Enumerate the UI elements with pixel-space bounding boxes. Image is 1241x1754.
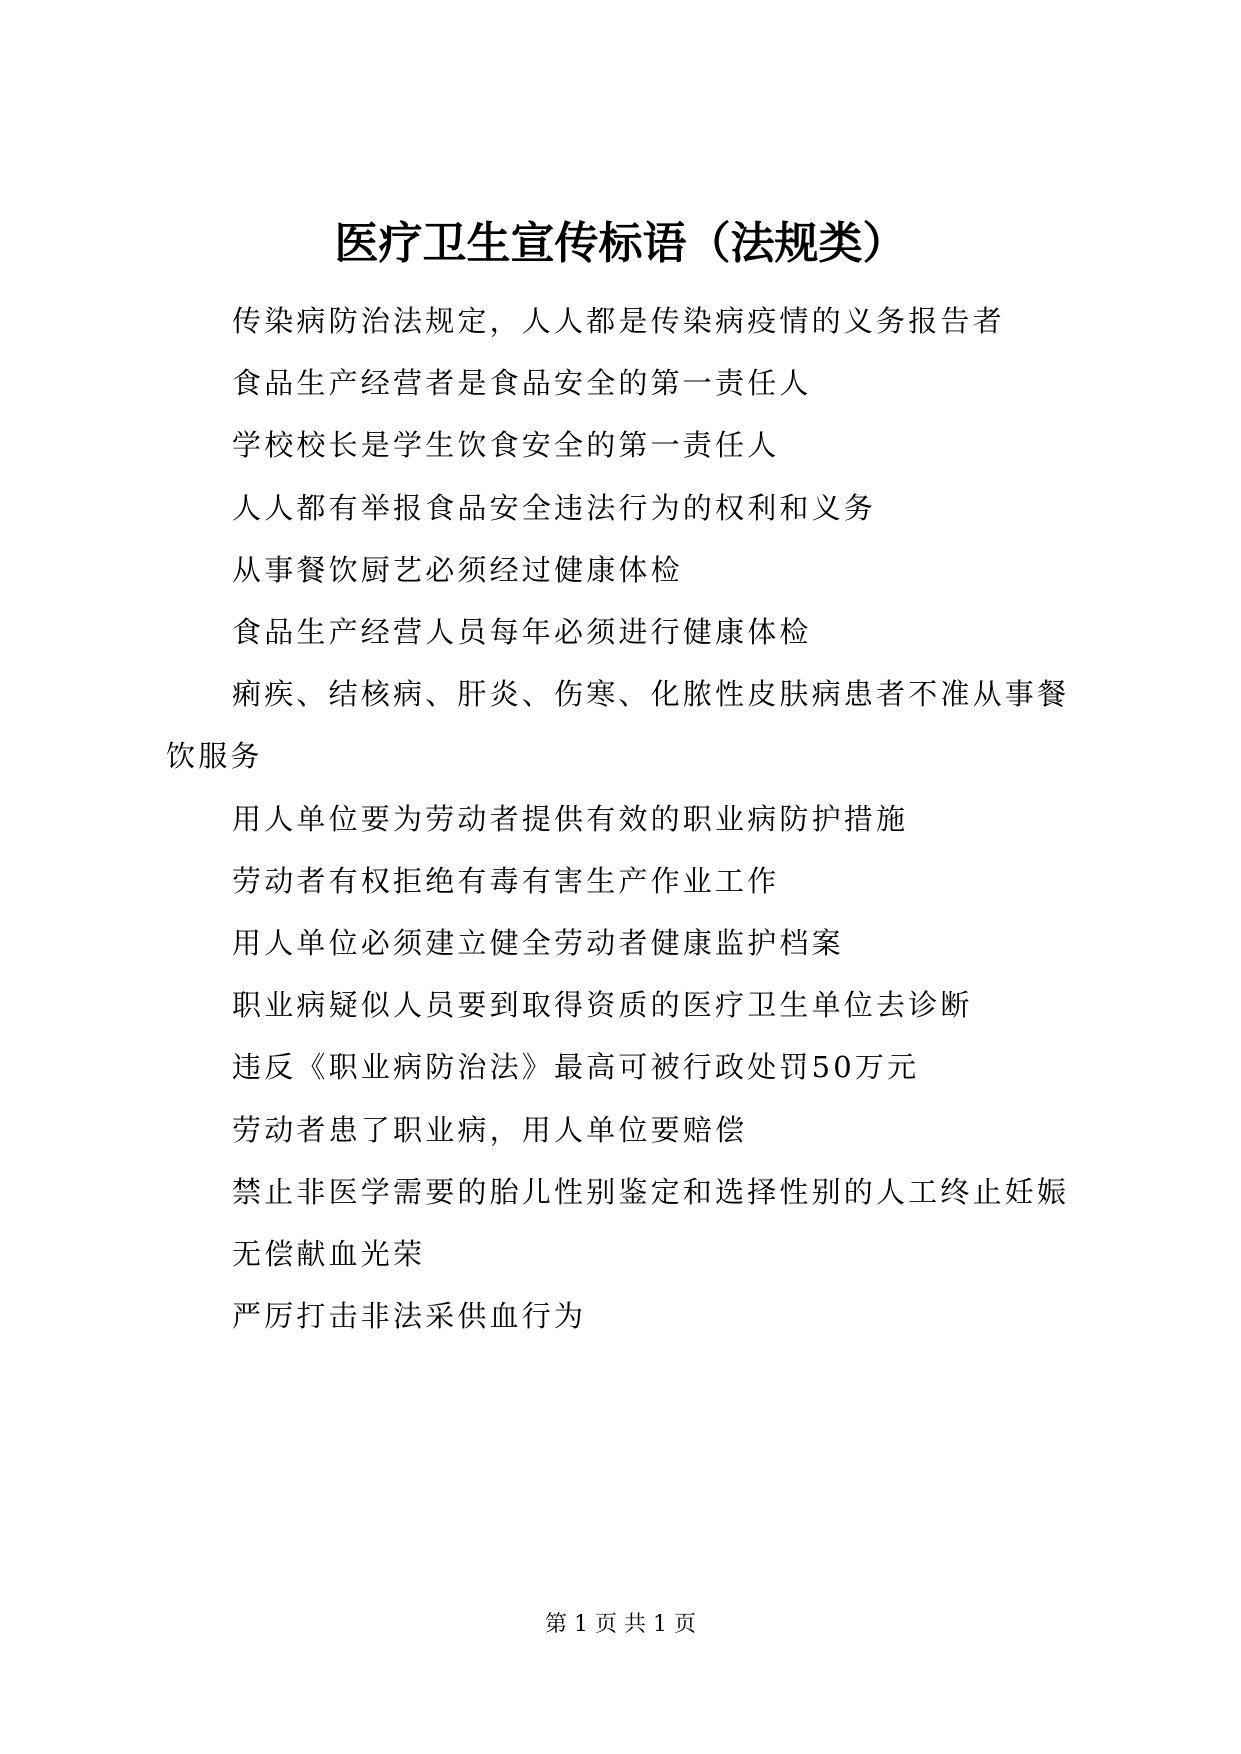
paragraph-7: 痢疾、结核病、肝炎、伤寒、化脓性皮肤病患者不准从事餐饮服务 [166,677,1070,774]
paragraph-10: 用人单位必须建立健全劳动者健康监护档案 [232,926,844,961]
paragraph-2: 食品生产经营者是食品安全的第一责任人 [232,366,812,401]
paragraph-1: 传染病防治法规定，人人都是传染病疫情的义务报告者 [232,304,1005,338]
document-body [166,290,1086,1347]
page-title: 医疗卫生宣传标语（法规类） [334,218,907,269]
paragraph-15: 无偿献血光荣 [232,1237,426,1272]
paragraph-14: 禁止非医学需要的胎儿性别鉴定和选择性别的人工终止妊娠 [232,1174,1070,1209]
page-number-footer: 第 1 页 共 1 页 [545,1612,696,1637]
paragraph-4: 人人都有举报食品安全违法行为的权利和义务 [232,490,877,525]
paragraph-3: 学校校长是学生饮食安全的第一责任人 [232,428,780,463]
paragraph-11: 职业病疑似人员要到取得资质的医疗卫生单位去诊断 [232,988,973,1023]
paragraph-5: 从事餐饮厨艺必须经过健康体检 [232,552,683,587]
paragraph-13: 劳动者患了职业病，用人单位要赔偿 [232,1112,748,1147]
paragraph-16: 严厉打击非法采供血行为 [232,1299,587,1334]
paragraph-6: 食品生产经营人员每年必须进行健康体检 [232,615,812,650]
paragraph-8: 用人单位要为劳动者提供有效的职业病防护措施 [232,801,909,836]
paragraph-12: 违反《职业病防治法》最高可被行政处罚50万元 [232,1050,920,1085]
paragraph-9: 劳动者有权拒绝有毒有害生产作业工作 [232,863,780,898]
